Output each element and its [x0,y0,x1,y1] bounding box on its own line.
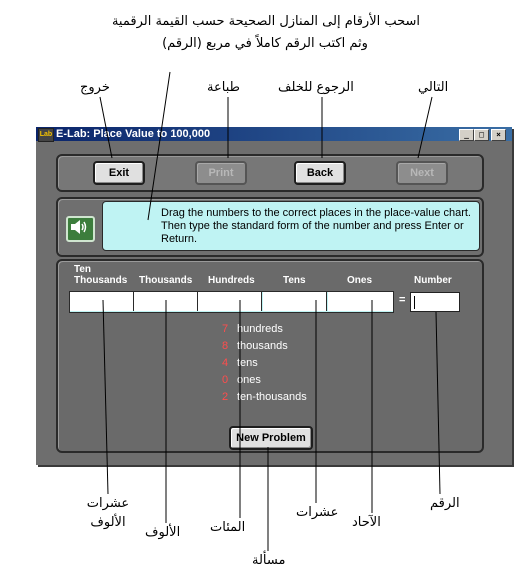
annotation-instruction-line2: وثم اكتب الرقم كاملاً في مربع (الرقم) [162,36,368,51]
annotation-thousands: الألوف [145,525,181,540]
place-value-row [69,291,394,313]
title-bar[interactable] [36,127,512,141]
piece-place: tens [237,357,258,369]
annotation-problem: مسألة [252,553,286,568]
piece-place: hundreds [237,323,283,335]
window-title: E-Lab: Place Value to 100,000 [56,128,211,140]
next-button[interactable]: Next [396,161,448,185]
piece-digit: 2 [222,391,229,403]
toolbar-panel [56,154,484,192]
speaker-icon [68,218,89,236]
maximize-icon[interactable]: □ [474,129,489,141]
equals-sign: = [399,294,406,306]
digit-piece[interactable] [222,340,288,352]
exit-button[interactable]: Exit [93,161,145,185]
annotation-instruction-line1: اسحب الأرقام إلى المنازل الصحيحة حسب القيمة الرقمية [111,14,421,29]
header-hundreds: Hundreds [208,275,255,286]
cell-thousands[interactable] [134,292,198,311]
annotation-hundreds: المئات [210,520,246,535]
annotation-ten-thousands-line2: الألوف [90,515,126,530]
elab-window [36,127,512,465]
minimize-icon[interactable]: _ [459,129,474,141]
print-button[interactable]: Print [195,161,247,185]
digit-piece[interactable] [222,391,307,403]
piece-digit: 0 [222,374,229,386]
digit-piece[interactable] [222,357,258,369]
digit-piece[interactable] [222,374,261,386]
header-number: Number [414,275,452,286]
piece-digit: 4 [222,357,229,369]
annotation-number: الرقم [430,496,460,511]
annotation-tens: عشرات [296,505,339,520]
back-button[interactable]: Back [294,161,346,185]
cell-ten-thousands[interactable] [70,292,134,311]
text-cursor [414,296,415,309]
piece-digit: 7 [222,323,229,335]
annotation-next: التالي [418,80,449,95]
cell-tens[interactable] [263,292,327,311]
header-ones: Ones [347,275,373,286]
instruction-text: Drag the numbers to the correct places in the place-value chart. Then type the standard form of the number and press Enter or Return. [102,201,480,251]
piece-place: ones [237,374,261,386]
annotation-print: طباعة [207,80,240,95]
piece-place: thousands [237,340,288,352]
header-ten-thousands-line2: Thousands [74,275,128,286]
header-thousands: Thousands [139,275,193,286]
close-icon[interactable]: × [491,129,506,141]
header-tens: Tens [283,275,306,286]
cell-ones[interactable] [328,292,393,311]
new-problem-button[interactable]: New Problem [229,426,313,450]
number-input[interactable] [410,292,460,312]
digit-piece[interactable] [222,323,283,335]
speaker-button[interactable] [66,216,95,242]
annotation-ten-thousands-line1: عشرات [86,496,130,511]
piece-place: ten-thousands [237,391,307,403]
cell-hundreds[interactable] [198,292,262,311]
app-icon: Lab [38,128,54,142]
annotation-ones: الآحاد [352,515,381,530]
piece-digit: 8 [222,340,229,352]
header-ten-thousands-line1: Ten [74,264,92,275]
annotation-exit: خروج [80,80,110,95]
annotation-back: الرجوع للخلف [278,80,354,95]
place-value-chart-panel [56,259,484,453]
